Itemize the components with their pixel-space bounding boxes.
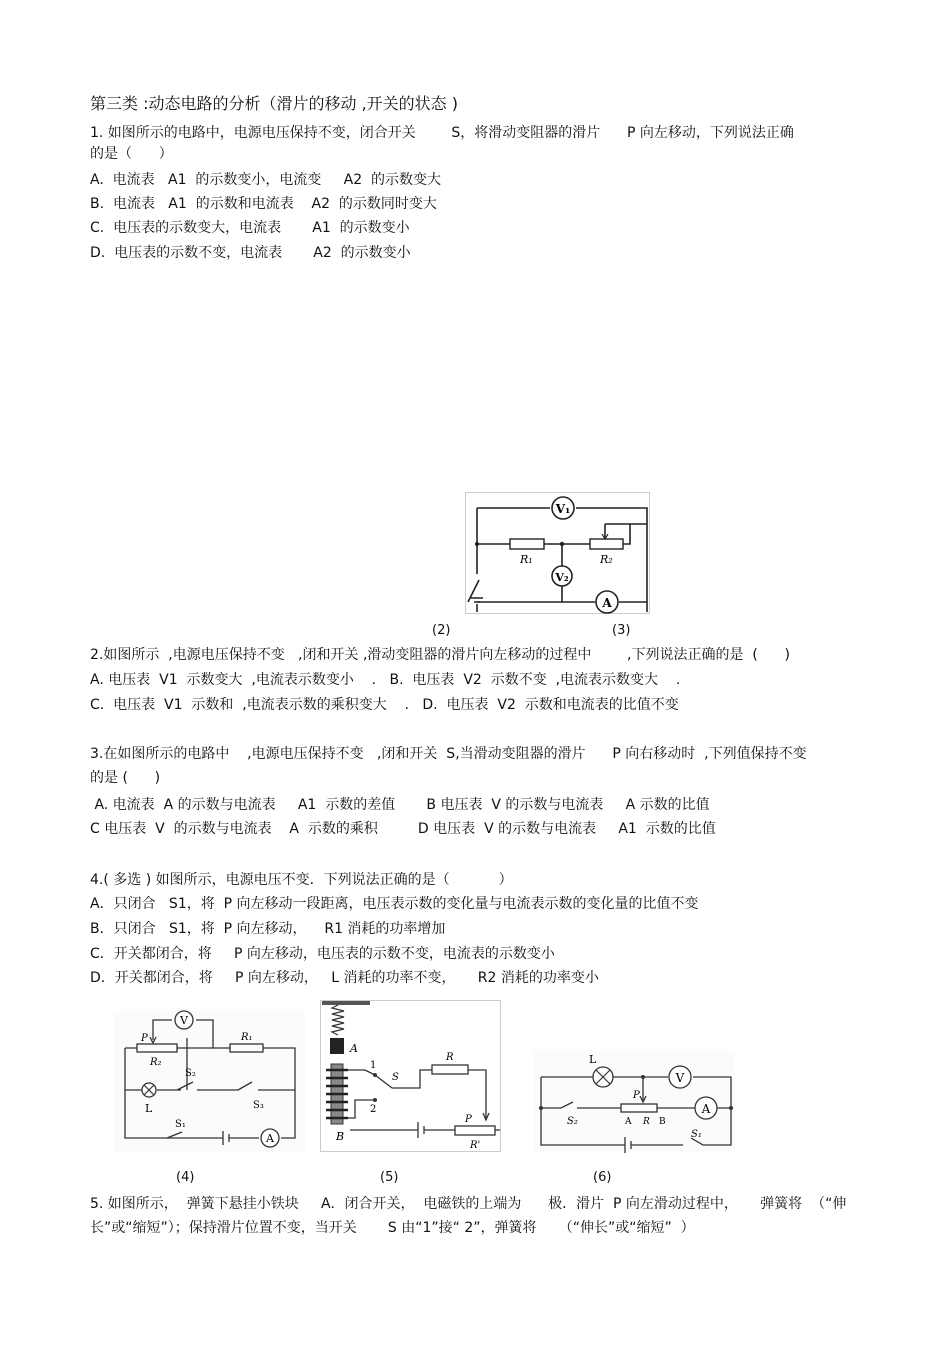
- c4-r2-label: R₂: [150, 1057, 162, 1068]
- q1-option-a: A. 电流表 A1 的示数变小，电流变 A2 的示数变大: [90, 172, 442, 188]
- q5-line2: 长”或“缩短”）；保持滑片位置不变，当开关 S 由“1”接“ 2”，弹簧将 （“伸长”或“缩短” ）: [90, 1220, 695, 1236]
- c6-s2-label: S₂: [567, 1116, 578, 1127]
- c4-s2-label: S₂: [185, 1068, 196, 1079]
- c5-s-label: S: [392, 1072, 399, 1083]
- figure-6-label: (6): [593, 1170, 612, 1185]
- c5-b-label: B: [336, 1130, 345, 1143]
- q3-stem-line1: 3.在如图所示的电路中 ,电源电压保持不变 ,闭和开关 S,当滑动变阻器的滑片 P 向右移动时 ,下列值保持不变: [90, 746, 807, 762]
- c5-a-label: A: [350, 1042, 358, 1055]
- c4-s3-label: S₃: [253, 1100, 264, 1111]
- r1-label: R₁: [520, 553, 533, 566]
- c5-rp-label: R': [470, 1140, 481, 1151]
- figure-2-label: (2): [432, 623, 451, 638]
- q1-option-c: C. 电压表的示数变大，电流表 A1 的示数变小: [90, 220, 410, 236]
- c6-r-label: R: [643, 1117, 650, 1127]
- q4-option-d: D．开关都闭合，将 P 向左移动， L 消耗的功率不变， R2 消耗的功率变小: [90, 970, 599, 986]
- q4-option-b: B．只闭合 S1，将 P 向左移动， R1 消耗的功率增加: [90, 921, 446, 937]
- q1-stem-line1: 1. 如图所示的电路中，电源电压保持不变，闭合开关 S，将滑动变阻器的滑片 P 向左移动，下列说法正确: [90, 125, 794, 141]
- section-title: 第三类 :动态电路的分析（滑片的移动 ,开关的状态 ): [90, 94, 458, 113]
- circuit-diagram-6: [533, 1050, 735, 1153]
- v2-label: V₂: [555, 571, 569, 584]
- ammeter-label: A: [602, 596, 612, 610]
- spring-icon: [332, 1005, 344, 1035]
- q1-stem-line2: 的是（ ）: [90, 146, 173, 162]
- q2-stem: 2.如图所示 ,电源电压保持不变 ,闭和开关 ,滑动变阻器的滑片向左移动的过程中 ,下列说法正确的是 ( ): [90, 647, 790, 663]
- q3-stem-line2: 的是 ( ): [90, 770, 161, 786]
- q1-option-d: D. 电压表的示数不变，电流表 A2 的示数变小: [90, 245, 411, 261]
- figure-4-label: (4): [176, 1170, 195, 1185]
- c6-a-label: A: [701, 1102, 711, 1116]
- iron-block-icon: [330, 1038, 344, 1054]
- c4-v-label: V: [180, 1014, 188, 1027]
- c4-a-label: A: [266, 1132, 274, 1145]
- circuit-diagram-3: [465, 492, 650, 614]
- c4-r1-label: R₁: [241, 1032, 253, 1043]
- q3-options-cd: C 电压表 V 的示数与电流表 A 示数的乘积 D 电压表 V 的示数与电流表 A1 示数的比值: [90, 821, 716, 837]
- q4-option-c: C．开关都闭合，将 P 向左移动，电压表的示数不变，电流表的示数变小: [90, 946, 555, 962]
- c5-two-label: 2: [370, 1104, 377, 1115]
- figure-5-label: (5): [380, 1170, 399, 1185]
- c6-s1-label: S₁: [691, 1129, 702, 1140]
- r2-label: R₂: [600, 553, 613, 566]
- q3-options-ab: A. 电流表 A 的示数与电流表 A1 示数的差值 B 电压表 V 的示数与电流表 A 示数的比值: [90, 797, 710, 813]
- c6-ea-label: A: [625, 1117, 632, 1127]
- figure-3-label: (3): [612, 623, 631, 638]
- circuit-diagram-4: [113, 1010, 305, 1153]
- c4-l-label: L: [145, 1102, 153, 1115]
- circuit-diagram-5: [320, 1000, 501, 1152]
- q4-stem: 4.( 多选 ) 如图所示，电源电压不变．下列说法正确的是（ ）: [90, 872, 513, 888]
- c6-eb-label: B: [659, 1117, 666, 1127]
- q2-options-cd: C. 电压表 V1 示数和 ,电流表示数的乘积变大 . D. 电压表 V2 示数和电流表的比值不变: [90, 697, 679, 713]
- v1-label: V₁: [555, 502, 571, 516]
- q2-options-ab: A. 电压表 V1 示数变大 ,电流表示数变小 . B. 电压表 V2 示数不变 ,电流表示数变大 .: [90, 672, 681, 688]
- c5-r-label: R: [446, 1052, 454, 1063]
- c6-p-label: P: [633, 1090, 640, 1101]
- q5-line1: 5. 如图所示， 弹簧下悬挂小铁块 A．闭合开关， 电磁铁的上端为 极．滑片 P 向左滑动过程中， 弹簧将 （“伸: [90, 1196, 847, 1212]
- q4-option-a: A．只闭合 S1，将 P 向左移动一段距离，电压表示数的变化量与电流表示数的变化量的比值不变: [90, 896, 699, 912]
- c4-p-label: P: [141, 1033, 148, 1044]
- c4-s1-label: S₁: [175, 1119, 186, 1130]
- c5-p-label: P: [465, 1114, 472, 1125]
- c5-one-label: 1: [370, 1060, 377, 1071]
- c6-v-label: V: [675, 1071, 685, 1085]
- q1-option-b: B. 电流表 A1 的示数和电流表 A2 的示数同时变大: [90, 196, 437, 212]
- c6-l-label: L: [589, 1053, 597, 1066]
